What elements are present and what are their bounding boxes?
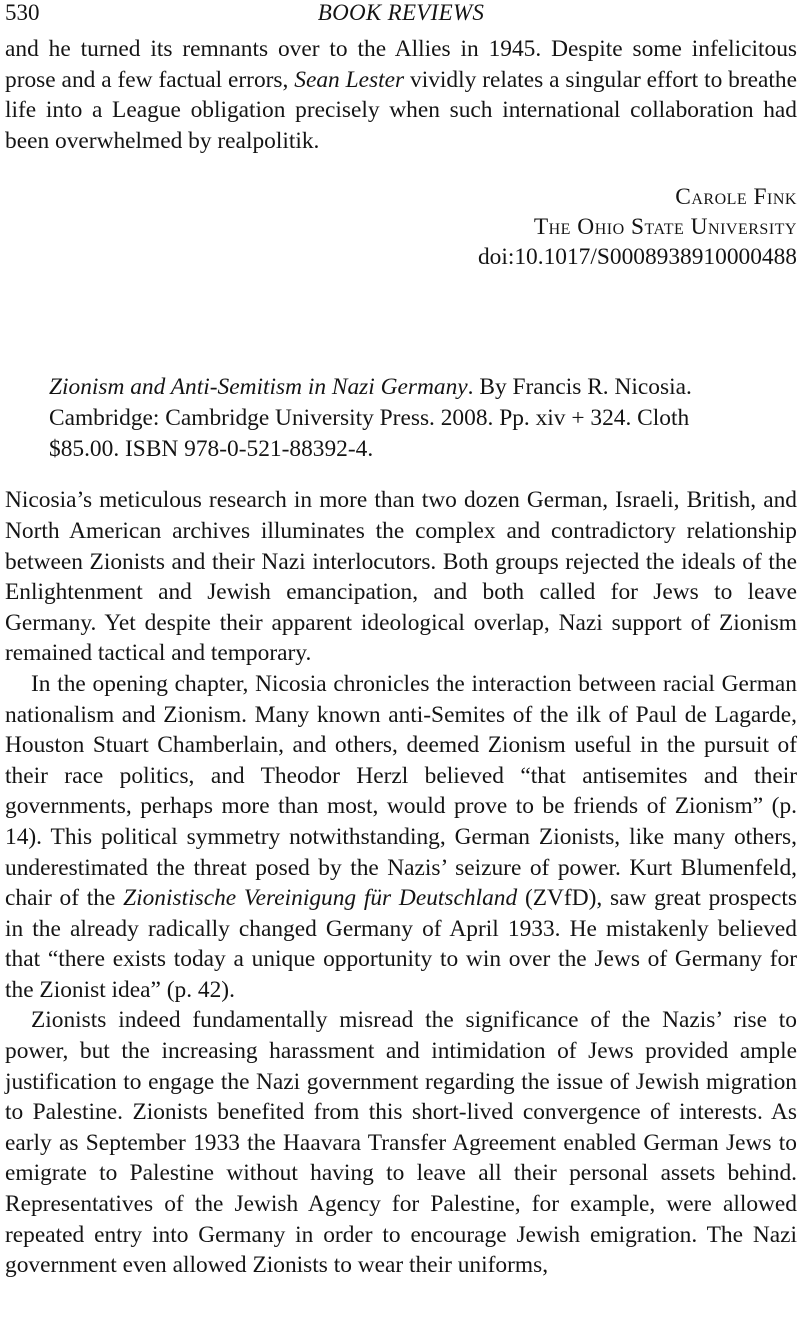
book-citation xyxy=(5,372,797,465)
organization-name: Zionistische Vereinigung für Deutschland xyxy=(123,885,518,912)
page-number: 530 xyxy=(5,0,40,25)
reviewer-signature xyxy=(5,182,797,272)
closing-text-b: vividly relates a singular effort to breathe life into a League obligation precisely when such international collaboration had been overwhelmed by realpolitik. xyxy=(5,66,797,154)
running-head: BOOK REVIEWS xyxy=(317,0,485,25)
paragraph-2-text-a: In the opening chapter, Nicosia chronicles the interaction between racial German nationalism and Zionism. Many known anti-Semites of the ilk of Paul de Lagarde, Houston Stuart Chamberlain, and others, deemed Zionism useful in the pursuit of their race politics, and Theodor Herzl believed “that antisemites and their governments, perhaps more than most, would prove to be friends of Zionism” (p. 14). This political symmetry notwithstanding, German Zionists, like many others, underestimated the threat posed by the Nazis’ seizure of power. Kurt Blumenfeld, chair of the xyxy=(5,670,797,912)
closing-text-a: and he turned its remnants over to the Allies in 1945. Despite some infelicitous prose and a few factual errors, xyxy=(5,36,797,93)
review-doi: doi:10.1017/S0008938910000488 xyxy=(477,244,797,271)
citation-details: . By Francis R. Nicosia. Cambridge: Cambridge University Press. 2008. Pp. xiv + 324. Cloth $85.00. ISBN 978-0-521-88392-4. xyxy=(49,374,692,463)
reviewed-book-title: Zionism and Anti-Semitism in Nazi Germany xyxy=(49,374,468,401)
book-title-reference: Sean Lester xyxy=(294,66,405,93)
journal-page xyxy=(5,0,797,1281)
review-paragraph-3: Zionists indeed fundamentally misread the significance of the Nazis’ rise to power, but the increasing harassment and intimidation of Jews provided ample justification to engage the Nazi government regarding the issue of Jewish migration to Palestine. Zionists benefited from this short-lived convergence of interests. As early as September 1933 the Haavara Transfer Agreement enabled German Jews to emigrate to Palestine without having to leave all their personal assets behind. Representatives of the Jewish Agency for Palestine, for example, were allowed repeated entry into Germany in order to encourage Jewish emigration. The Nazi government even allowed Zionists to wear their uniforms, xyxy=(5,1007,797,1279)
page-header xyxy=(5,0,797,34)
review-paragraph-1: Nicosia’s meticulous research in more than two dozen German, Israeli, British, and North American archives illuminates the complex and contradictory relationship between Zionists and their Nazi interlocutors. Both groups rejected the ideals of the Enlightenment and Jewish emancipation, and both called for Jews to leave Germany. Yet despite their apparent ideological overlap, Nazi support of Zionism remained tactical and temporary. xyxy=(5,487,797,667)
reviewer-affiliation: The Ohio State University xyxy=(533,214,797,241)
review-closing-paragraph xyxy=(5,34,797,156)
paragraph-2-text-b: (ZVfD), saw great prospects in the already radically changed Germany of April 1933. He mistakenly believed that “there exists today a unique opportunity to win over the Jews of Germany for the Zionist idea” (p. 42). xyxy=(5,885,797,1003)
reviewer-name: Carole Fink xyxy=(675,184,797,211)
review-paragraph-2 xyxy=(5,669,797,1006)
